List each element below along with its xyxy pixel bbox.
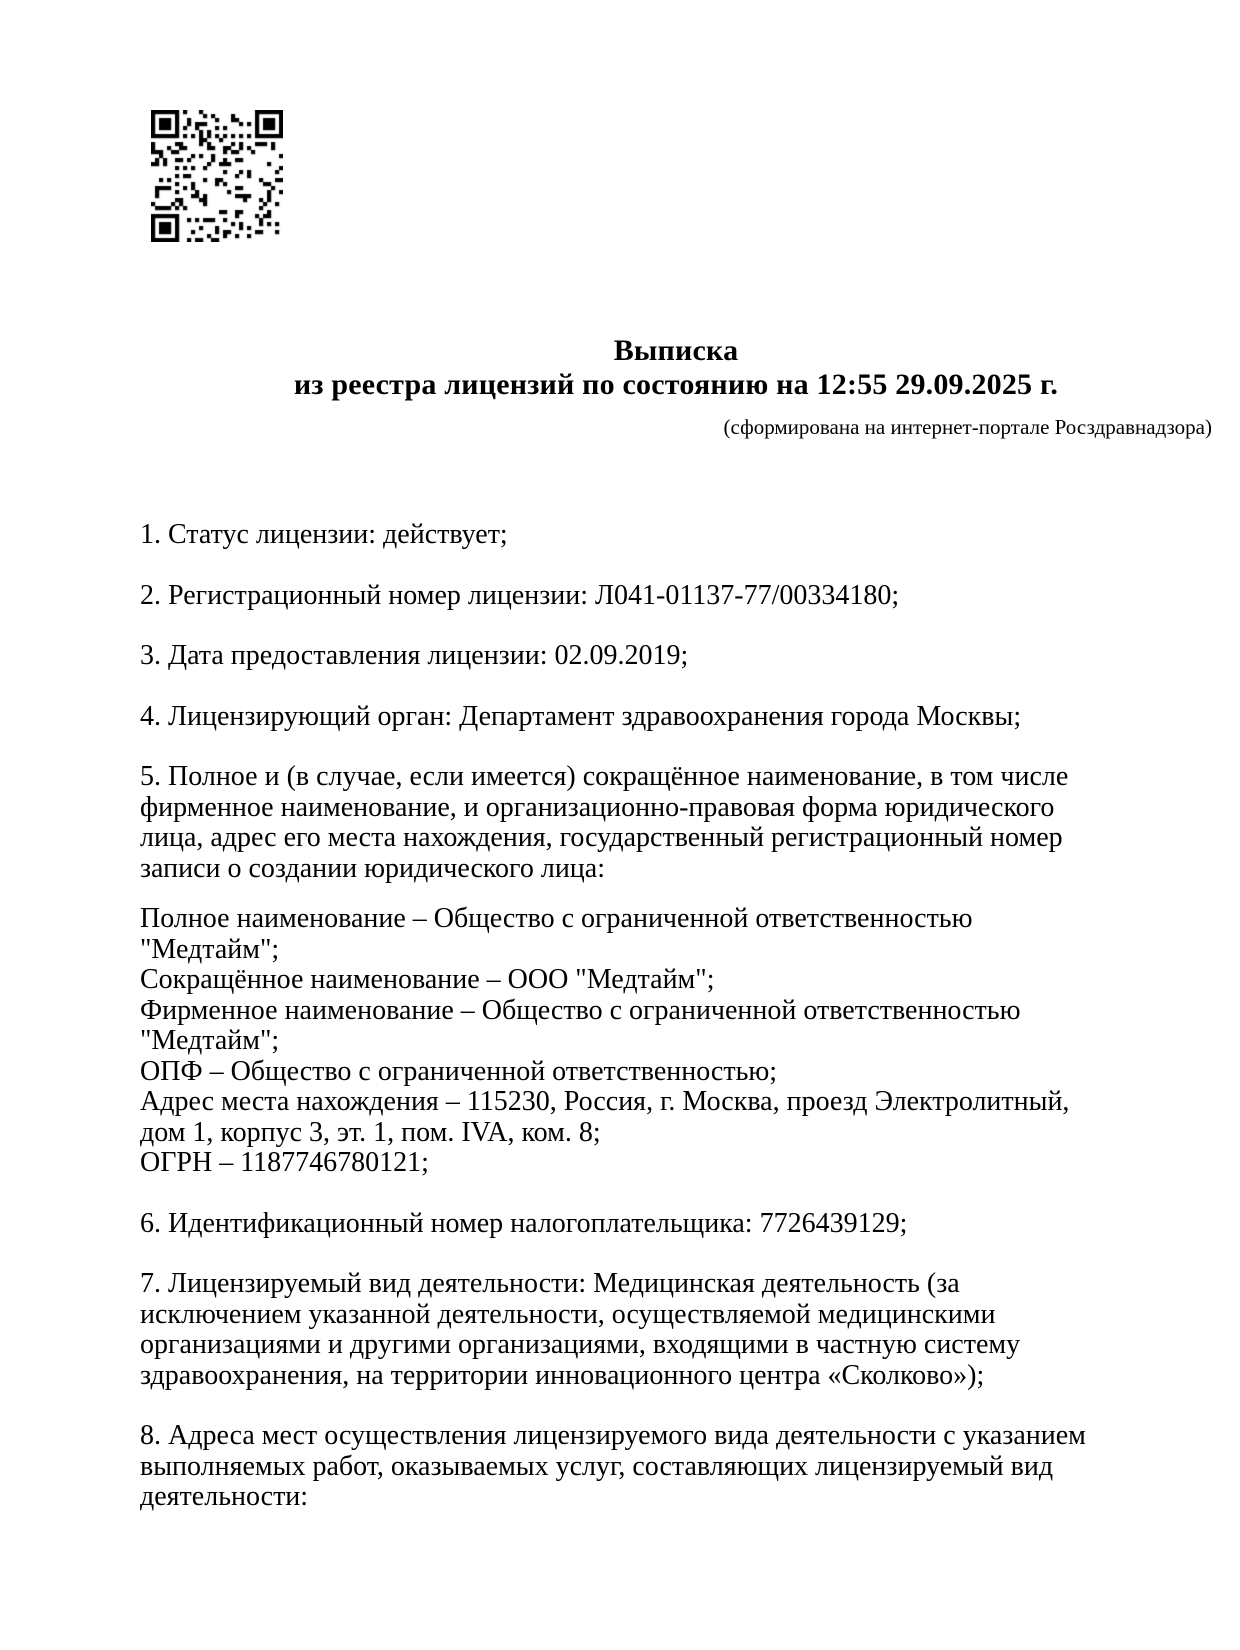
names-intro-item: 5. Полное и (в случае, если имеется) сокращённое наименование, в том числе фирменное наименование, и организационно-правовая форма юридического лица, адрес его места нахождения, государственный регистрационный номер записи о создании юридического лица: (140, 761, 1069, 884)
document-content (0, 334, 1240, 1513)
licensing-authority-item: 4. Лицензирующий орган: Департамент здравоохранения города Москвы; (140, 700, 1022, 732)
opf-line: ОПФ – Общество с ограниченной ответственностью; (140, 1055, 778, 1087)
ogrn-line: ОГРН – 1187746780121; (140, 1147, 429, 1178)
activity-type-item: 7. Лицензируемый вид деятельности: Медицинская деятельность (за исключением указанной деятельности, осуществляемой медицинскими организациями и другими организациями, входящими в частную систему здравоохранения, на территории инновационного центра «Сколково»); (140, 1268, 1021, 1391)
grant-date-item: 3. Дата предоставления лицензии: 02.09.2019; (140, 640, 689, 671)
addresses-intro-item: 8. Адреса мест осуществления лицензируемого вида деятельности с указанием выполняемых работ, оказываемых услуг, составляющих лицензируемый вид деятельности: (140, 1420, 1086, 1512)
organization-details (140, 904, 1115, 1179)
short-name-line: Сокращённое наименование – ООО "Медтайм"; (140, 964, 715, 995)
full-name-line: Полное наименование – Общество с ограниченной ответственностью "Медтайм"; (140, 903, 973, 965)
registration-number-item: 2. Регистрационный номер лицензии: Л041-01137-77/00334180; (140, 579, 900, 611)
qr-code (151, 110, 283, 242)
title-line-1: Выписка (613, 334, 739, 367)
document-title (140, 334, 1212, 402)
document-subtitle: (сформирована на интернет-портале Росздравнадзора) (723, 415, 1212, 439)
license-status-item: 1. Статус лицензии: действует; (140, 519, 508, 550)
address-line: Адрес места нахождения – 115230, Россия, г. Москва, проезд Электролитный, дом 1, корпус 3, эт. 1, пом. IVA, ком. 8; (140, 1086, 1070, 1148)
title-line-2: из реестра лицензий по состоянию на 12:55 29.09.2025 г. (293, 368, 1059, 401)
inn-item: 6. Идентификационный номер налогоплательщика: 7726439129; (140, 1207, 908, 1239)
brand-name-line: Фирменное наименование – Общество с ограниченной ответственностью "Медтайм"; (140, 994, 1021, 1056)
